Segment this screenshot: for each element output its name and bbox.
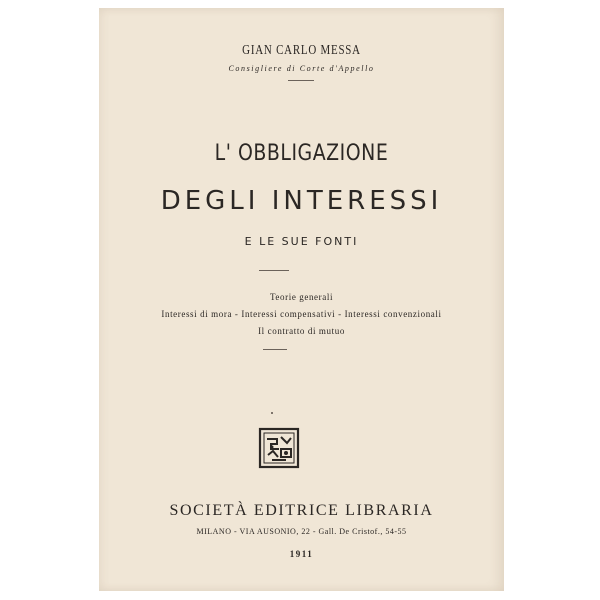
book-title-page <box>99 8 504 591</box>
contents-line: Teorie generali <box>269 292 334 302</box>
title-line-2: DEGLI INTERESSI <box>160 186 443 216</box>
contents-line: Interessi di mora - Interessi compensativi - Interessi convenzionali <box>161 309 442 319</box>
publisher-seal-icon <box>258 427 300 469</box>
divider <box>263 349 287 350</box>
title-line-3: E LE SUE FONTI <box>244 235 359 248</box>
author-name: GIAN CARLO MESSA <box>242 43 361 58</box>
publisher-name: SOCIETÀ EDITRICE LIBRARIA <box>169 502 434 519</box>
divider <box>288 80 314 81</box>
title-line-1: L' OBBLIGAZIONE <box>214 141 389 166</box>
divider <box>259 270 289 271</box>
publisher-address: MILANO - VIA AUSONIO, 22 - Gall. De Cristof., 54-55 <box>196 527 407 536</box>
ornament-dot <box>271 412 273 414</box>
contents-line: Il contratto di mutuo <box>258 326 345 336</box>
publication-year: 1911 <box>289 549 314 559</box>
author-position: Consigliere di Corte d'Appello <box>228 64 375 73</box>
